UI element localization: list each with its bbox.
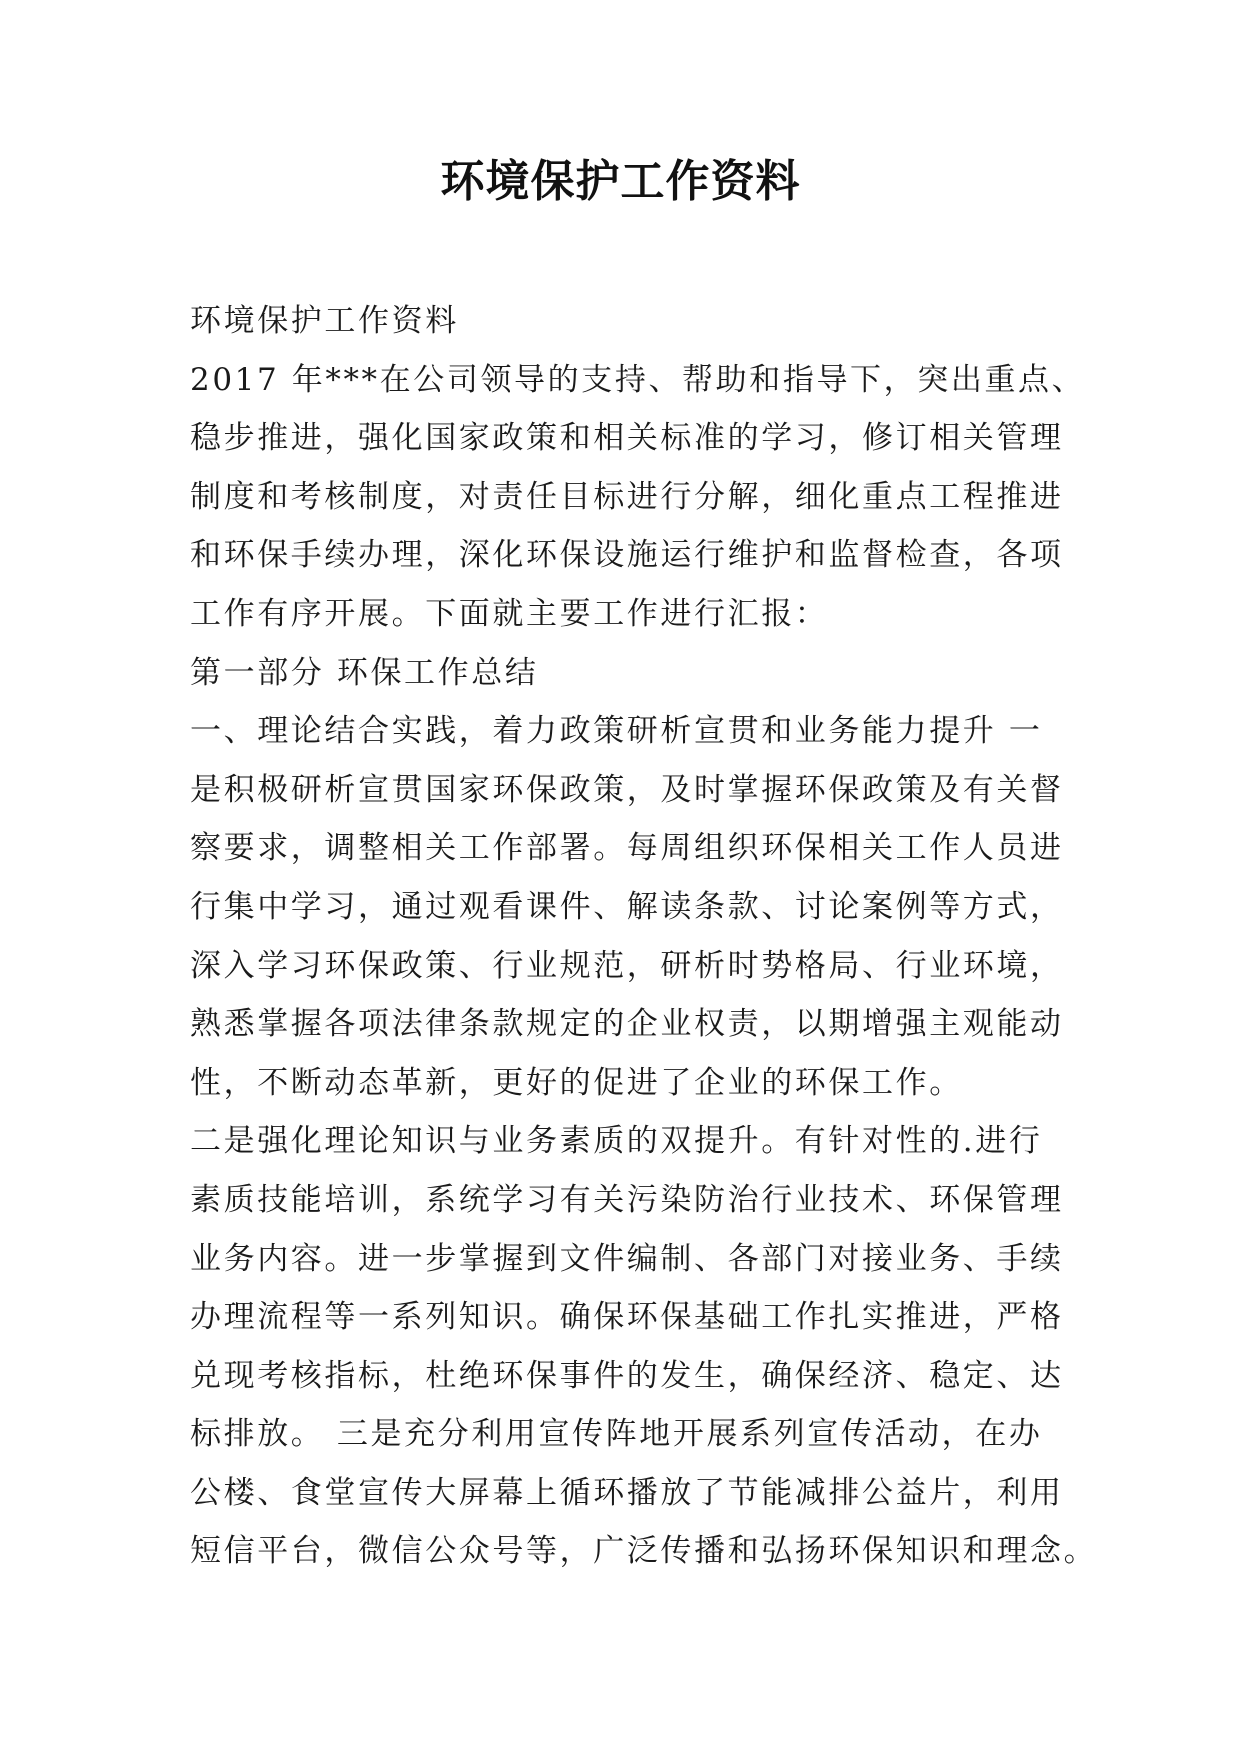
body-line: 工作有序开展。下面就主要工作进行汇报： (190, 595, 829, 632)
body-line: 二是强化理论知识与业务素质的双提升。有针对性的.进行 (190, 1123, 1043, 1160)
body-line: 和环保手续办理，深化环保设施运行维护和监督检查，各项 (190, 537, 1064, 574)
body-line: 性，不断动态革新，更好的促进了企业的环保工作。 (190, 1064, 963, 1101)
body-line: 兑现考核指标，杜绝环保事件的发生，确保经济、稳定、达 (190, 1357, 1064, 1394)
body-line: 深入学习环保政策、行业规范，研析时势格局、行业环境， (190, 947, 1064, 984)
body-line: 稳步推进，强化国家政策和相关标准的学习，修订相关管理 (190, 420, 1064, 457)
body-line: 一、理论结合实践，着力政策研析宣贯和业务能力提升 一 (190, 713, 1043, 750)
body-line: 熟悉掌握各项法律条款规定的企业权责，以期增强主观能动 (190, 1006, 1064, 1043)
body-line: 行集中学习，通过观看课件、解读条款、讨论案例等方式， (190, 888, 1064, 925)
body-line: 制度和考核制度，对责任目标进行分解，细化重点工程推进 (190, 478, 1064, 515)
body-line: 业务内容。进一步掌握到文件编制、各部门对接业务、手续 (190, 1240, 1064, 1277)
body-line: 标排放。 三是充分利用宣传阵地开展系列宣传活动，在办 (190, 1416, 1043, 1453)
body-line: 2017 年***在公司领导的支持、帮助和指导下，突出重点、 (190, 361, 1086, 398)
body-line: 素质技能培训，系统学习有关污染防治行业技术、环保管理 (190, 1181, 1064, 1218)
document-title: 环境保护工作资料 (440, 156, 801, 207)
body-line: 是积极研析宣贯国家环保政策，及时掌握环保政策及有关督 (190, 771, 1064, 808)
body-line: 办理流程等一系列知识。确保环保基础工作扎实推进，严格 (190, 1299, 1064, 1336)
document-body (190, 292, 1098, 1581)
body-line: 公楼、食堂宣传大屏幕上循环播放了节能减排公益片，利用 (190, 1474, 1064, 1511)
body-line: 短信平台，微信公众号等，广泛传播和弘扬环保知识和理念。 (190, 1533, 1098, 1570)
body-line: 环境保护工作资料 (190, 303, 459, 339)
section-heading: 第一部分 环保工作总结 (190, 654, 539, 691)
body-line: 察要求，调整相关工作部署。每周组织环保相关工作人员进 (190, 830, 1064, 867)
